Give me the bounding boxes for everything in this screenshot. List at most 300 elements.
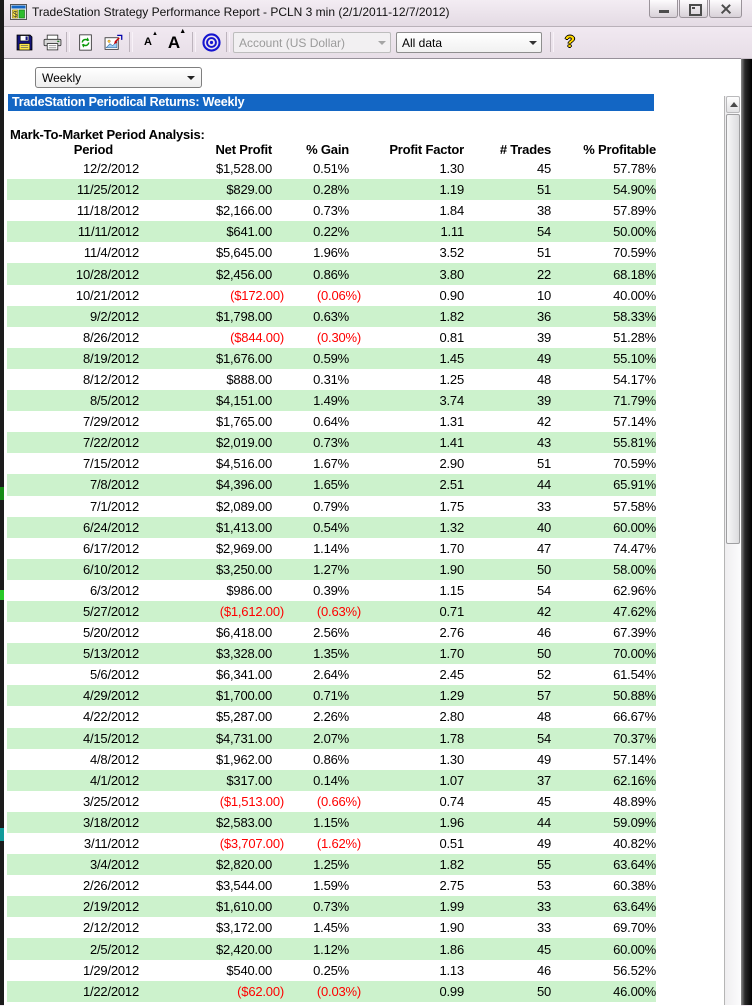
cell-profit-factor: 1.25 [439,371,464,387]
cell-net-profit: $2,820.00 [215,857,272,873]
cell-profitable: 58.00% [613,561,656,577]
cell-profitable: 74.47% [613,540,656,556]
cell-net-profit: ($1,612.00) [219,604,284,620]
cell-profitable: 55.81% [613,435,656,451]
table-row [7,643,656,664]
font-larger-button[interactable] [162,27,187,54]
cell-gain: 0.51% [313,161,349,177]
table-row [7,327,656,348]
cell-trades: 55 [536,857,551,873]
refresh-icon [77,34,94,51]
cell-period: 3/11/2012 [83,836,139,852]
table-row [7,896,656,917]
bullseye-icon [202,33,221,52]
table-row [7,411,656,432]
cell-period: 11/4/2012 [83,245,139,261]
bullseye-button[interactable] [199,30,223,54]
cell-profit-factor: 1.82 [439,857,464,873]
cell-period: 3/25/2012 [82,793,139,809]
cell-period: 7/29/2012 [82,414,139,430]
cell-trades: 46 [536,962,551,978]
cell-period: 1/22/2012 [82,983,139,999]
cell-profit-factor: 1.31 [439,414,464,430]
chevron-down-icon [529,41,537,45]
cell-trades: 36 [536,308,551,324]
cell-trades: 44 [536,477,551,493]
cell-net-profit: ($62.00) [237,983,284,999]
cell-period: 4/1/2012 [89,772,139,788]
cell-period: 5/20/2012 [82,625,139,641]
cell-net-profit: $3,172.00 [215,920,272,936]
cell-trades: 51 [536,182,551,198]
cell-gain: 1.25% [313,857,349,873]
cell-gain: 0.59% [313,350,349,366]
table-row [7,453,656,474]
table-row [7,685,656,706]
title-bar[interactable] [4,0,752,27]
cell-net-profit: $1,676.00 [215,350,272,366]
table-row [7,812,656,833]
cell-gain: 0.86% [313,266,349,282]
cell-profitable: 60.00% [613,519,656,535]
cell-net-profit: ($844.00) [230,329,284,345]
cell-profit-factor: 1.84 [439,203,464,219]
cell-period: 2/26/2012 [82,878,139,894]
table-row [7,770,656,791]
cell-profit-factor: 1.45 [439,350,464,366]
cell-gain: (0.03%) [316,983,361,999]
period-dropdown[interactable] [35,67,202,88]
account-dropdown [233,32,391,53]
window-title: TradeStation Strategy Performance Report - PCLN 3 min (2/1/2011-12/7/2012) [32,5,450,19]
cell-net-profit: $1,610.00 [215,899,272,915]
cell-period: 10/28/2012 [75,266,139,282]
cell-trades: 33 [536,498,551,514]
toolbar-separator [66,32,70,52]
chevron-down-icon [378,41,386,45]
cell-profit-factor: 2.75 [439,878,464,894]
cell-net-profit: $4,151.00 [215,393,272,409]
cell-profit-factor: 0.99 [439,983,464,999]
column-header-profitable: % Profitable [583,142,656,157]
cell-profit-factor: 1.11 [440,224,464,240]
cell-period: 5/6/2012 [89,667,139,683]
cell-gain: (0.66%) [316,793,361,809]
cell-trades: 50 [536,561,551,577]
cell-profit-factor: 0.71 [439,604,464,620]
report-area [4,58,741,1006]
table-row [7,390,656,411]
cell-period: 7/8/2012 [89,477,139,493]
vertical-scrollbar[interactable] [724,96,740,1005]
cell-period: 7/22/2012 [82,435,139,451]
toolbar-separator [550,32,554,52]
minimize-button[interactable] [649,0,678,18]
table-row [7,580,656,601]
cell-trades: 50 [536,646,551,662]
cell-trades: 39 [536,329,551,345]
cell-profit-factor: 1.19 [439,182,464,198]
cell-profitable: 66.67% [613,709,656,725]
cell-trades: 57 [536,688,551,704]
cell-profit-factor: 1.15 [439,582,464,598]
restore-button[interactable] [679,0,708,18]
cell-profit-factor: 1.13 [439,962,464,978]
cell-profit-factor: 0.81 [439,329,464,345]
periodical-returns-table [7,141,656,1002]
cell-period: 6/3/2012 [89,582,139,598]
cell-gain: 0.73% [313,899,349,915]
cell-trades: 49 [536,751,551,767]
toolbar-separator [129,32,133,52]
cell-period: 8/5/2012 [89,393,139,409]
cell-gain: 1.27% [313,561,349,577]
table-row [7,728,656,749]
help-button[interactable] [558,30,582,54]
cell-profitable: 62.96% [613,582,656,598]
cell-profitable: 70.59% [613,456,656,472]
cell-profit-factor: 1.41 [439,435,464,451]
cell-gain: 0.64% [313,414,349,430]
table-row [7,917,656,938]
cell-net-profit: $3,250.00 [215,561,272,577]
cell-profitable: 55.10% [613,350,656,366]
close-button[interactable] [709,0,742,18]
cell-trades: 44 [536,814,551,830]
cell-net-profit: $1,413.00 [215,519,272,535]
table-row [7,706,656,727]
table-row [7,496,656,517]
cell-period: 4/8/2012 [89,751,139,767]
table-row [7,242,656,263]
cell-period: 8/19/2012 [82,350,139,366]
table-row [7,833,656,854]
cell-period: 8/26/2012 [82,329,139,345]
cell-period: 4/22/2012 [82,709,139,725]
cell-period: 5/13/2012 [82,646,139,662]
background-window-strip [741,58,752,1005]
table-row [7,854,656,875]
cell-profit-factor: 1.30 [439,161,464,177]
cell-gain: 0.73% [313,435,349,451]
cell-gain: 0.22% [313,224,349,240]
cell-profitable: 40.82% [613,836,656,852]
cell-profit-factor: 1.07 [439,772,464,788]
cell-period: 6/10/2012 [82,561,139,577]
cell-net-profit: $2,969.00 [215,540,272,556]
cell-gain: 0.54% [313,519,349,535]
account-dropdown-value: Account (US Dollar) [239,35,346,50]
cell-profitable: 48.89% [613,793,656,809]
cell-trades: 54 [536,224,551,240]
svg-text:$: $ [13,10,18,19]
cell-gain: 1.14% [313,540,349,556]
cell-period: 4/15/2012 [82,730,139,746]
cell-gain: (0.63%) [316,604,361,620]
cell-net-profit: $5,645.00 [215,245,272,261]
table-row [7,200,656,221]
cell-trades: 33 [536,920,551,936]
cell-period: 7/15/2012 [82,456,139,472]
data-range-dropdown-value: All data [402,35,443,50]
table-row [7,538,656,559]
cell-profitable: 40.00% [613,287,656,303]
print-button[interactable] [40,30,64,54]
cell-profit-factor: 1.32 [439,519,464,535]
cell-period: 7/1/2012 [89,498,139,514]
cell-trades: 45 [536,941,551,957]
cell-profit-factor: 1.86 [439,941,464,957]
cell-profitable: 71.79% [613,393,656,409]
cell-profit-factor: 1.78 [439,730,464,746]
cell-gain: 2.07% [313,730,349,746]
cell-net-profit: $1,700.00 [215,688,272,704]
cell-profit-factor: 3.74 [439,393,464,409]
cell-period: 12/2/2012 [82,161,139,177]
cell-gain: 0.31% [313,371,349,387]
cell-profitable: 57.89% [613,203,656,219]
cell-net-profit: ($172.00) [230,287,284,303]
cell-period: 10/21/2012 [75,287,139,303]
cell-profitable: 54.90% [613,182,656,198]
table-row [7,791,656,812]
cell-trades: 45 [536,161,551,177]
toolbar-separator [192,32,196,52]
table-row [7,348,656,369]
column-header-trades: # Trades [499,142,551,157]
cell-profitable: 50.00% [613,224,656,240]
cell-gain: 0.86% [313,751,349,767]
cell-net-profit: $6,341.00 [215,667,272,683]
cell-period: 11/11/2012 [77,224,139,240]
scroll-up-icon [730,102,738,107]
cell-trades: 46 [536,625,551,641]
table-row [7,285,656,306]
cell-gain: 1.65% [313,477,349,493]
cell-profitable: 59.09% [613,814,656,830]
data-range-dropdown[interactable] [396,32,542,53]
table-row [7,875,656,896]
table-row [7,432,656,453]
print-icon [43,34,62,51]
cell-gain: 0.28% [313,182,349,198]
cell-trades: 10 [536,287,551,303]
cell-profitable: 47.62% [613,604,656,620]
cell-profitable: 68.18% [613,266,656,282]
cell-gain: 0.63% [313,308,349,324]
cell-gain: 1.96% [313,245,349,261]
cell-profitable: 65.91% [613,477,656,493]
cell-trades: 33 [536,899,551,915]
export-report-button[interactable] [101,30,125,54]
cell-profitable: 69.70% [613,920,656,936]
cell-trades: 42 [536,414,551,430]
cell-gain: 0.79% [313,498,349,514]
minimize-icon [659,10,669,13]
table-row [7,158,656,179]
cell-profit-factor: 1.99 [439,899,464,915]
cell-gain: 1.12% [313,941,349,957]
cell-profitable: 56.52% [613,962,656,978]
cell-trades: 52 [536,667,551,683]
cell-gain: (1.62%) [316,836,361,852]
cell-trades: 22 [536,266,551,282]
cell-period: 6/24/2012 [82,519,139,535]
cell-net-profit: $317.00 [226,772,272,788]
cell-net-profit: $986.00 [226,582,272,598]
cell-period: 2/19/2012 [82,899,139,915]
cell-gain: (0.06%) [316,287,361,303]
cell-period: 9/2/2012 [89,308,139,324]
cell-net-profit: $4,516.00 [215,456,272,472]
scroll-up-button[interactable] [726,96,740,113]
cell-gain: 2.64% [313,667,349,683]
cell-net-profit: $3,328.00 [215,646,272,662]
table-row [7,517,656,538]
table-row [7,601,656,622]
cell-trades: 39 [536,393,551,409]
cell-net-profit: $4,731.00 [215,730,272,746]
cell-net-profit: $1,528.00 [215,161,272,177]
cell-profit-factor: 2.45 [439,667,464,683]
cell-period: 2/12/2012 [82,920,139,936]
cell-profit-factor: 2.90 [439,456,464,472]
cell-profit-factor: 1.29 [439,688,464,704]
cell-profitable: 57.78% [613,161,656,177]
font-smaller-button[interactable] [136,30,160,54]
cell-net-profit: $888.00 [226,371,272,387]
cell-net-profit: ($3,707.00) [219,836,284,852]
cell-profitable: 61.54% [613,667,656,683]
cell-gain: 1.67% [313,456,349,472]
cell-profit-factor: 0.90 [439,287,464,303]
toolbar [4,27,752,59]
cell-profitable: 70.00% [613,646,656,662]
refresh-button[interactable] [73,30,97,54]
table-body [7,158,656,1002]
cell-trades: 49 [536,350,551,366]
cell-profitable: 57.14% [613,751,656,767]
cell-trades: 51 [536,456,551,472]
cell-profitable: 60.38% [613,878,656,894]
cell-net-profit: $4,396.00 [215,477,272,493]
cell-profit-factor: 2.76 [439,625,464,641]
column-header-profit-factor: Profit Factor [389,142,464,157]
cell-profitable: 62.16% [613,772,656,788]
cell-net-profit: $829.00 [226,182,272,198]
table-row [7,559,656,580]
cell-profitable: 46.00% [613,983,656,999]
cell-profit-factor: 2.51 [439,477,464,493]
save-icon [16,34,33,51]
font-larger-icon: A ▲ [167,27,187,52]
cell-profitable: 70.59% [613,245,656,261]
cell-period: 8/12/2012 [82,371,139,387]
cell-profitable: 57.58% [613,498,656,514]
cell-period: 1/29/2012 [82,962,139,978]
cell-trades: 45 [536,793,551,809]
cell-period: 3/18/2012 [82,814,139,830]
cell-period: 4/29/2012 [82,688,139,704]
cell-net-profit: $3,544.00 [215,878,272,894]
cell-net-profit: $2,583.00 [215,814,272,830]
cell-gain: 2.26% [313,709,349,725]
cell-profit-factor: 0.51 [439,836,464,852]
table-row [7,306,656,327]
cell-profit-factor: 1.70 [439,540,464,556]
cell-trades: 51 [536,245,551,261]
cell-gain: 0.39% [313,582,349,598]
cell-net-profit: $1,798.00 [215,308,272,324]
cell-profit-factor: 2.80 [439,709,464,725]
cell-period: 11/25/2012 [76,182,139,198]
cell-gain: 1.45% [313,920,349,936]
chevron-down-icon [187,76,195,80]
cell-net-profit: $5,287.00 [215,709,272,725]
table-row [7,938,656,959]
table-header-row [7,141,656,158]
cell-net-profit: $2,420.00 [215,941,272,957]
cell-period: 5/27/2012 [82,604,139,620]
cell-gain: (0.30%) [316,329,361,345]
export-report-icon [104,34,123,51]
cell-period: 6/17/2012 [82,540,139,556]
save-button[interactable] [12,30,36,54]
cell-net-profit: $2,089.00 [215,498,272,514]
cell-gain: 0.71% [313,688,349,704]
scrollbar-thumb[interactable] [726,114,740,544]
cell-trades: 54 [536,582,551,598]
column-header-period: Period [73,142,113,157]
app-icon[interactable] [10,4,27,20]
cell-profitable: 58.33% [613,308,656,324]
cell-period: 11/18/2012 [76,203,139,219]
cell-profit-factor: 3.80 [439,266,464,282]
cell-profit-factor: 1.96 [439,814,464,830]
cell-profit-factor: 1.75 [439,498,464,514]
cell-profit-factor: 1.70 [439,646,464,662]
report-section-header: TradeStation Periodical Returns: Weekly [8,94,654,111]
cell-trades: 47 [536,540,551,556]
cell-profitable: 67.39% [613,625,656,641]
cell-gain: 1.35% [313,646,349,662]
cell-profit-factor: 1.82 [439,308,464,324]
table-row [7,263,656,284]
cell-profitable: 51.28% [613,329,656,345]
cell-net-profit: $641.00 [226,224,272,240]
cell-gain: 0.73% [313,203,349,219]
table-row [7,622,656,643]
cell-gain: 1.59% [313,878,349,894]
cell-profit-factor: 0.74 [439,793,464,809]
period-dropdown-value: Weekly [42,70,82,85]
cell-period: 3/4/2012 [89,857,139,873]
cell-trades: 48 [536,371,551,387]
cell-profit-factor: 1.90 [439,561,464,577]
cell-trades: 48 [536,709,551,725]
cell-trades: 43 [536,435,551,451]
cell-gain: 1.49% [313,393,349,409]
cell-trades: 54 [536,730,551,746]
font-smaller-icon: A ▲ [144,30,158,48]
table-row [7,474,656,495]
cell-trades: 49 [536,836,551,852]
analysis-title: Mark-To-Market Period Analysis: [10,127,205,142]
restore-icon [689,4,702,16]
cell-profitable: 60.00% [613,941,656,957]
cell-gain: 2.56% [313,625,349,641]
cell-net-profit: $1,962.00 [215,751,272,767]
